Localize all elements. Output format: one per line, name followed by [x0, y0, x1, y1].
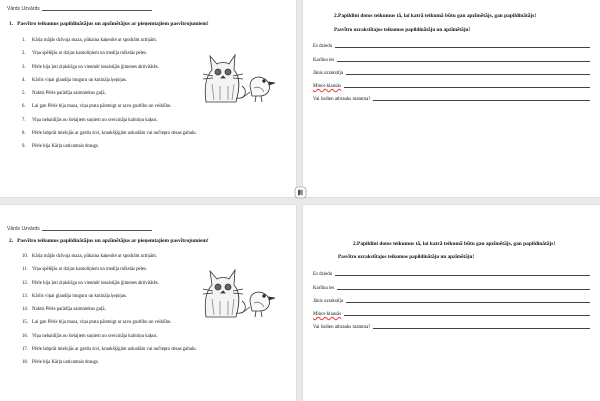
list-item: 1. Kārļa mājās dzīvoja maza, pūkaina kaķenīte ar spodrām actiņām.	[22, 38, 157, 43]
copilot-icon[interactable]	[294, 186, 307, 199]
answer-row: Vai šodien atbrauks mamma?	[313, 317, 590, 330]
answer-row: Es dziedu	[313, 264, 590, 277]
sentence-list	[22, 254, 197, 374]
answer-row: Jānis uzrakstīja	[313, 291, 590, 304]
list-item: 2. Viņa spēlējās ar dzijas kamoliņiem un medīja mīkstās peles.	[22, 51, 148, 57]
exercise2-subtitle: Pasvītro uzrakstītajos teikumos papildinātāju un apzīmētāju!	[334, 27, 471, 33]
list-item: 8. Pērle labprāt mielojās ar gardu zivi, kraukšķīgām uzkodām vai nočiepto desas gabalu.	[22, 131, 197, 137]
worksheet-page-1	[0, 0, 296, 197]
sentence-list	[22, 38, 197, 158]
list-item: 15. Lai gan Pērle bija maza, viņa prata pārsteigt ar savu gudrību un veiklību.	[22, 320, 172, 326]
list-item: 13. Kārlis viņai glaudīja muguru un kutināja ķepiņas.	[22, 293, 127, 299]
list-item: 14. Naktis Pērle parādīja saimniekus guļā.	[22, 307, 106, 313]
list-item: 9. Pērle bija Kārļa uzticamais draugs.	[22, 144, 99, 150]
list-item: 16. Viņa nebaidījās no lielajiem suņiem un sveicināja kaimiņu kaķus.	[22, 333, 158, 339]
exercise2-title: 2.Papildini dotos teikumus tā, lai katrā teikumā būtu gan apzīmētājs, gan papildinātājs!	[334, 13, 537, 19]
list-item: 3. Pērle bija ļoti ziņkārīga un vienmēr iesaistījās ģimenes aktivitātēs.	[22, 64, 159, 70]
list-item: 18. Pērle bija Kārļa uzticamais draugs.	[22, 360, 99, 366]
answer-lines	[313, 264, 590, 330]
answer-row: Karlīna ies	[313, 49, 590, 62]
list-item: 4. Kārlis viņai glaudīja muguru un kutināja ķepiņas.	[22, 77, 127, 83]
worksheet-page-2	[303, 0, 600, 197]
exercise1-title: 1. Pasvītro teikumus papildinātājus un apzīmētājus ar pieņemtajiem pasvītrojumiem!	[9, 21, 209, 27]
answer-lines	[313, 36, 590, 102]
answer-row: Es dziedu	[313, 36, 590, 49]
exercise2-subtitle: Pasvītro uzrakstītajos teikumos papildinātāju un apzīmētāju!	[338, 254, 475, 260]
answer-row: Mince klausās	[313, 304, 590, 317]
answer-row: Vai šodien atbrauks mamma?	[313, 89, 590, 102]
cat-and-bird-illustration	[198, 42, 276, 104]
list-item: 6. Lai gan Pērle bija maza, viņa prata pārsteigt ar savu gudrību un veiklību.	[22, 104, 172, 110]
list-item: 11. Viņa spēlējās ar dzijas kamoliņiem un medīja mīkstās peles.	[22, 267, 148, 273]
cat-and-bird-illustration	[198, 257, 276, 319]
exercise1-title: 2. Pasvītro teikumus papildinātājus un apzīmētājus ar pieņemtajiem pasvītrojumiem!	[9, 238, 209, 244]
list-item: 10. Kārļa mājās dzīvoja maza, pūkaina kaķenīte ar spodrām actiņām.	[22, 254, 157, 259]
name-field: Vārds Uzvārds	[7, 226, 152, 232]
worksheet-page-3	[0, 205, 296, 401]
answer-row: Karlīna ies	[313, 277, 590, 290]
list-item: 7. Viņa nebaidījās no lielajiem suņiem un sveicināja kaimiņu kaķus.	[22, 117, 158, 123]
answer-row: Jānis uzrakstīja	[313, 63, 590, 76]
exercise2-title: 2.Papildini dotos teikumus tā, lai katrā teikumā būtu gan apzīmētājs, gan papildinātājs!	[353, 241, 556, 247]
list-item: 12. Pērle bija ļoti ziņkārīga un vienmēr iesaistījās ģimenes aktivitātēs.	[22, 280, 159, 286]
list-item: 5. Naktis Pērle parādīja saimniekus guļā.	[22, 91, 106, 97]
answer-row: Mince klausās	[313, 76, 590, 89]
worksheet-page-4	[303, 205, 600, 401]
list-item: 17. Pērle labprāt mielojās ar gardu zivi, kraukšķīgām uzkodām vai nočiepto desas gabalu.	[22, 347, 197, 353]
name-field: Vārds Uzvārds	[7, 6, 152, 12]
